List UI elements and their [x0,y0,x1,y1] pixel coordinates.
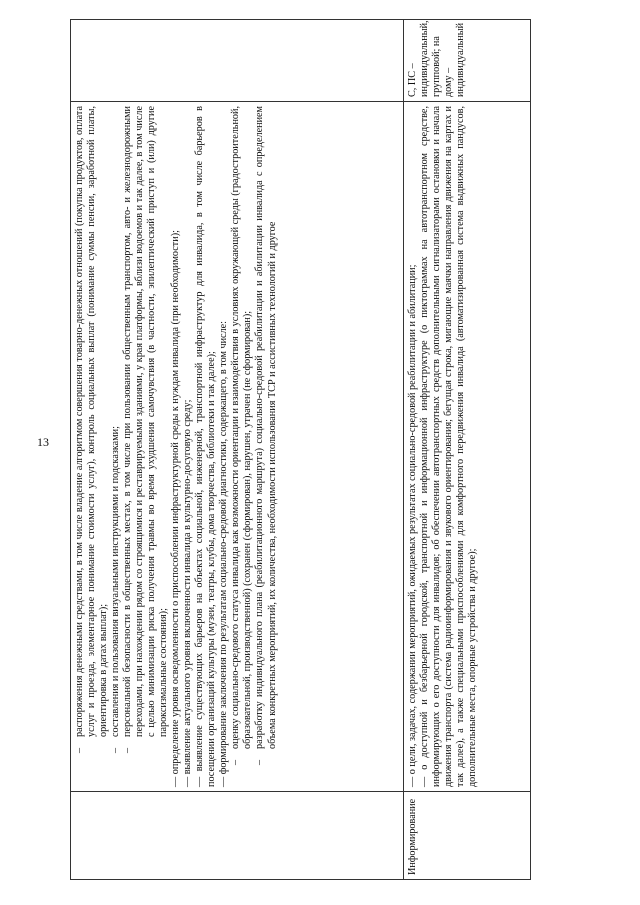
list-item: – распоряжения денежными средствами, в том числе владение алгоритмом совершения товарно-денежных отношений (покупка продуктов, оплата услуг и проезда, элементарное понимание стоимости услуг), контроль социальных выплат (понимание суммы пенсии, заработной платы, ориентировка в датах выплат); [74,106,110,757]
table-cell-content [404,102,531,792]
list-item: – разработку индивидуального плана (реабилитационного маршрута) социально-средовой реабилитации и абилитации инвалида с определением объема конкретных мероприятий, их количества, необходимости использования ТСР и ассистивных технологий и другое [254,106,278,769]
paragraph: — определение уровня осведомленности о приспособлении инфраструктурной среды к нуждам инвалида (при необходимости); [170,230,182,787]
list-item: – оценку социально-средового статуса инвалида как возможности ориентации и взаимодействия в условиях окружающей среды (градостроительной, образовательной, производственной) (сохранен (сформирован), нарушен, утрачен (не сформирован); [230,106,254,769]
paragraph: — о цели, задачах, содержании мероприятий, ожидаемых результатах социально-средовой реабилитации и абилитации; [407,264,418,787]
rotated-table-sheet [70,20,518,880]
table-cell-service: Информирование [404,792,531,880]
table-cell-form [71,20,404,102]
paragraph: — о доступной и безбарьерной городской, транспортной и информационной инфраструктуре (о пиктограммах на автотранспортном средстве, информирующих о его доступности для инвалидов; об обеспечении автотранспортных средств дополнительными сигнализаторами остановки и начала движения транспорта (система радиоинформирования и звукового ориентирования; бегущая строка, мигающие маячки направления движения на картах и так далее), а также специальными приспособлениями для комфортного передвижения инвалида (автоматизированная система выдвижных пандусов, дополнительные места, опорные устройства и другое); [419,106,479,787]
table-row [71,20,404,880]
table-cell-service [71,792,404,880]
rehabilitation-table [70,19,531,880]
table-cell-form: С, ПС – индивидуальный, групповой; на дому – индивидуальный [404,20,531,102]
table-row [404,20,531,880]
page-number: 13 [37,435,49,449]
list-item: – персональной безопасности в общественных местах, в том числе при пользовании общественным транспортом, авто- и железнодорожными переходами, при нахождении рядом со строящимися и реставрируемыми зданиями, у края платформы, вблизи водоемов и так далее, в том числе с целью минимизации риска получения травмы во время ухудшения самочувствия (в частности, эпилептический приступ и (или) другие пароксизмальные состояния); [122,106,170,757]
list-item: – составления и пользования визуальными инструкциями и подсказками; [110,106,122,757]
paragraph: — выявление актуального уровня включенности инвалида в культурно-досуговую среду; [182,399,194,787]
paragraph: — выявление существующих барьеров на объектах социальной, инженерной, транспортной инфраструктур для инвалида, в том числе барьеров в посещении организаций культуры (музеи, театры, клубы, дома творчества, библиотеки и так далее); [194,106,218,787]
paragraph: — формирование заключения по результатам социально-средовой диагностики, содержащего, в том числе: [218,321,230,787]
table-cell-content [71,102,404,792]
